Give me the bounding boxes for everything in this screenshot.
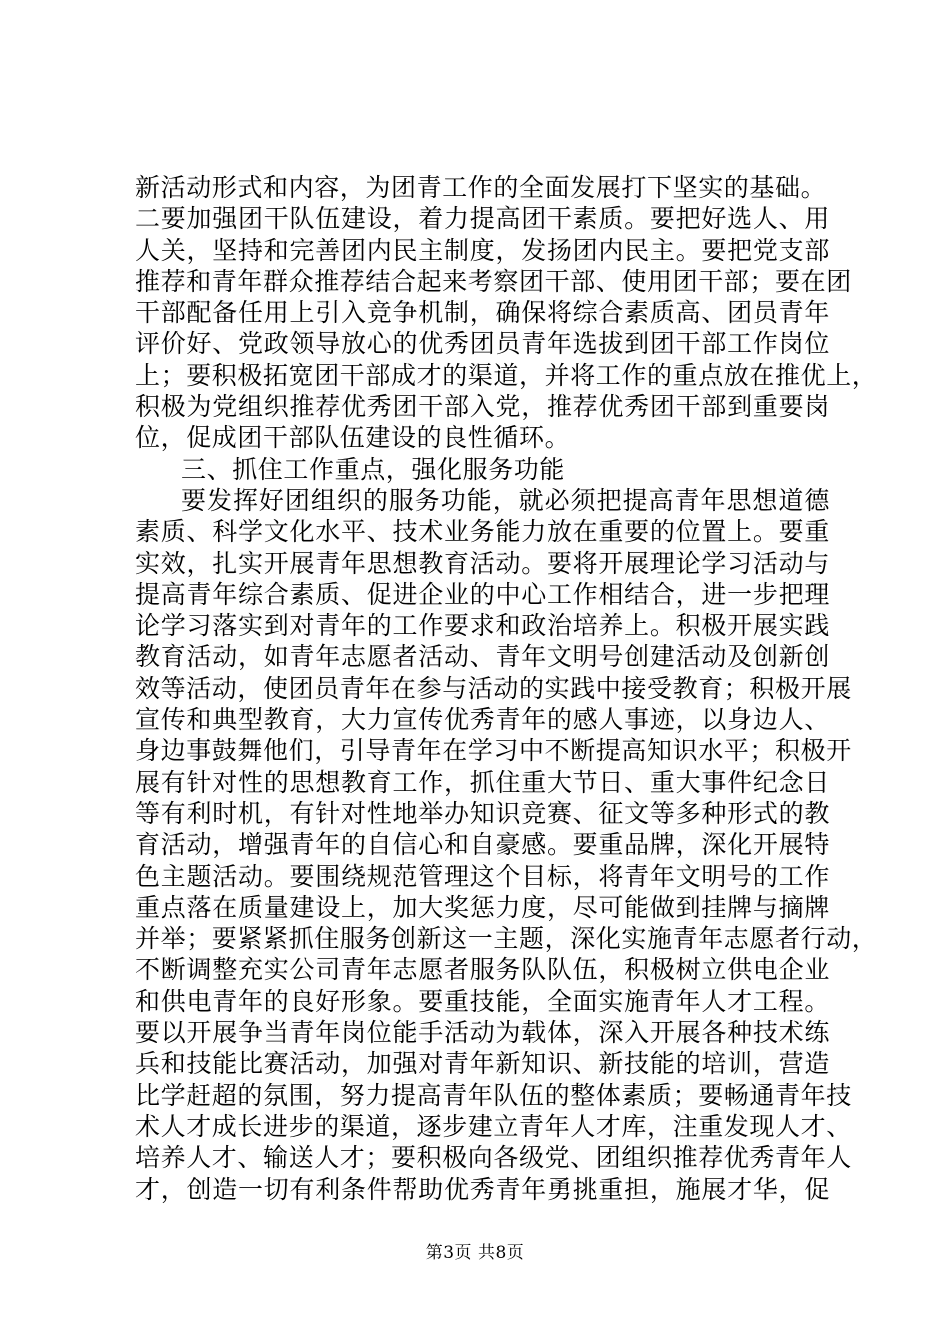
text-line: 要发挥好团组织的服务功能，就必须把提高青年思想道德 xyxy=(181,485,830,515)
text-line: 术人才成长进步的渠道，逐步建立青年人才库，注重发现人才、 xyxy=(135,1111,852,1141)
text-line: 干部配备任用上引入竞争机制，确保将综合素质高、团员青年 xyxy=(135,298,830,328)
text-line: 要以开展争当青年岗位能手活动为载体，深入开展各种技术练 xyxy=(135,1018,830,1048)
section-heading-3 xyxy=(135,454,830,485)
text-line: 人关，坚持和完善团内民主制度，发扬团内民主。要把党支部 xyxy=(135,235,830,265)
text-line: 宣传和典型教育，大力宣传优秀青年的感人事迹，以身边人、 xyxy=(135,705,830,735)
text-line: 育活动，增强青年的自信心和自豪感。要重品牌，深化开展特 xyxy=(135,830,830,860)
text-line: 评价好、党政领导放心的优秀团员青年选拔到团干部工作岗位 xyxy=(135,329,830,359)
text-line: 实效，扎实开展青年思想教育活动。要将开展理论学习活动与 xyxy=(135,548,830,578)
paragraph-cadre-building xyxy=(135,203,878,453)
text-line: 比学赶超的氛围，努力提高青年队伍的整体素质；要畅通青年技 xyxy=(135,1080,852,1110)
text-line: 新活动形式和内容，为团青工作的全面发展打下坚实的基础。 xyxy=(135,173,827,202)
text-line: 展有针对性的思想教育工作，抓住重大节日、重大事件纪念日 xyxy=(135,767,830,797)
text-line: 色主题活动。要围绕规范管理这个目标，将青年文明号的工作 xyxy=(135,861,830,891)
text-line: 二要加强团干队伍建设，着力提高团干素质。要把好选人、用 xyxy=(135,204,830,234)
text-line: 论学习落实到对青年的工作要求和政治培养上。积极开展实践 xyxy=(135,611,830,641)
text-line: 素质、科学文化水平、技术业务能力放在重要的位置上。要重 xyxy=(135,517,830,547)
text-line: 位，促成团干部队伍建设的良性循环。 xyxy=(135,423,571,453)
text-line: 身边事鼓舞他们，引导青年在学习中不断提高知识水平；积极开 xyxy=(135,736,852,766)
text-line: 提高青年综合素质、促进企业的中心工作相结合，进一步把理 xyxy=(135,579,830,609)
paragraph-continuation xyxy=(135,172,830,203)
text-line: 并举；要紧紧抓住服务创新这一主题，深化实施青年志愿者行动， xyxy=(135,924,878,954)
text-line: 教育活动，如青年志愿者活动、青年文明号创建活动及创新创 xyxy=(135,642,830,672)
text-line: 兵和技能比赛活动，加强对青年新知识、新技能的培训，营造 xyxy=(135,1049,830,1079)
text-line: 效等活动，使团员青年在参与活动的实践中接受教育；积极开展 xyxy=(135,673,852,703)
text-line: 培养人才、输送人才；要积极向各级党、团组织推荐优秀青年人 xyxy=(135,1143,852,1173)
text-line: 和供电青年的良好形象。要重技能，全面实施青年人才工程。 xyxy=(135,986,830,1016)
text-line: 上；要积极拓宽团干部成才的渠道，并将工作的重点放在推优上， xyxy=(135,360,878,390)
text-line: 不断调整充实公司青年志愿者服务队队伍，积极树立供电企业 xyxy=(135,955,830,985)
text-line: 重点落在质量建设上，加大奖惩力度，尽可能做到挂牌与摘牌 xyxy=(135,892,830,922)
text-line: 等有利时机，有针对性地举办知识竞赛、征文等多种形式的教 xyxy=(135,798,830,828)
text-line: 三、抓住工作重点，强化服务功能 xyxy=(181,454,566,484)
text-line: 推荐和青年群众推荐结合起来考察团干部、使用团干部；要在团 xyxy=(135,266,852,296)
text-line: 才，创造一切有利条件帮助优秀青年勇挑重担，施展才华，促 xyxy=(135,1174,830,1204)
document-body xyxy=(135,172,878,1205)
paragraph-service-function xyxy=(135,485,878,1205)
page-footer: 第3页 共8页 xyxy=(425,1243,525,1263)
text-line: 积极为党组织推荐优秀团干部入党，推荐优秀团干部到重要岗 xyxy=(135,392,830,422)
